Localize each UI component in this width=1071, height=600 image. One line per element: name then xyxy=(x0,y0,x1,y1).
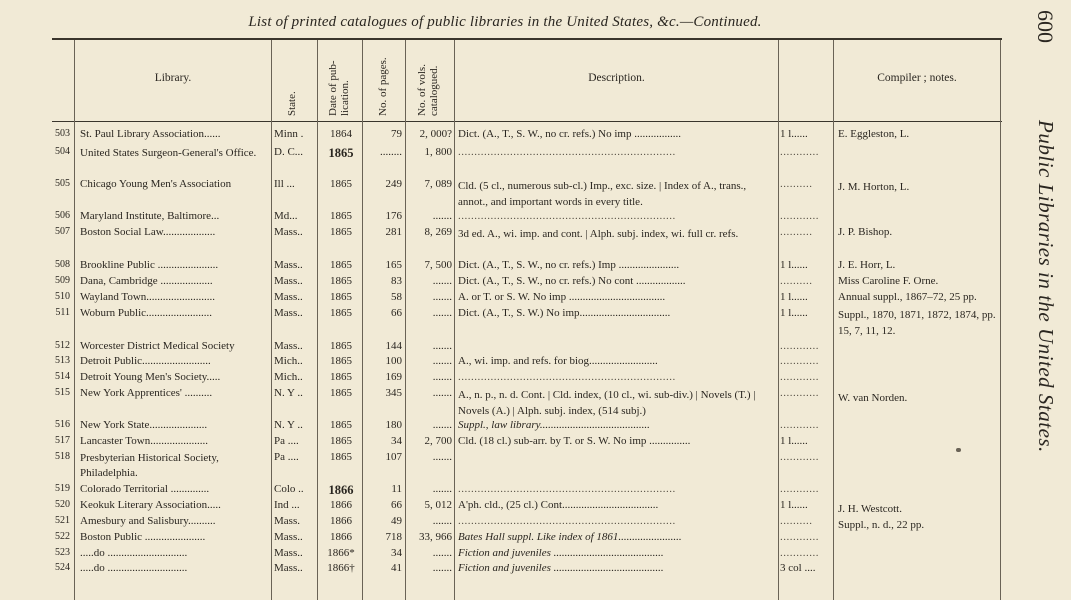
row-number: 504 xyxy=(55,146,70,157)
library-name: Boston Social Law................... xyxy=(80,226,216,238)
library-name: Chicago Young Men's Association xyxy=(80,178,232,190)
publication-date: 1865 xyxy=(330,259,352,271)
row-number: 509 xyxy=(55,275,70,286)
library-name: United States Surgeon-General's Office. xyxy=(80,147,257,159)
page-count: 66 xyxy=(391,499,402,511)
state: Mass.. xyxy=(274,547,303,559)
compiler-note: W. van Norden. xyxy=(838,392,908,404)
column-divider xyxy=(271,40,272,600)
header-vols: No. of vols. catalogued. xyxy=(416,64,440,116)
library-name: Worcester District Medical Society xyxy=(80,340,235,352)
publication-date: 1865 xyxy=(330,210,352,222)
running-head: Public Libraries in the United States. xyxy=(1034,120,1058,453)
compiler-note: J. H. Westcott. xyxy=(838,503,902,515)
row-number: 511 xyxy=(55,307,70,318)
description: Dict. (A., T., S. W.) No imp................................. xyxy=(458,307,671,319)
description: Dict. (A., T., S. W., no cr. refs.) Imp ...................... xyxy=(458,259,680,271)
compiler-note: E. Eggleston, L. xyxy=(838,128,910,140)
volume-count: 1, 800 xyxy=(424,146,452,158)
row-number: 513 xyxy=(55,355,70,366)
description: A. or T. or S. W. No imp ................................... xyxy=(458,291,666,303)
page-count: 281 xyxy=(385,226,402,238)
size-note: .......... xyxy=(780,226,813,238)
library-name: Maryland Institute, Baltimore... xyxy=(80,210,220,222)
page-count: 249 xyxy=(385,178,402,190)
description: Fiction and juveniles ........................................ xyxy=(458,547,664,559)
volume-count: ....... xyxy=(432,275,452,287)
volume-count: 7, 089 xyxy=(424,178,452,190)
description: Cld. (18 cl.) sub-arr. by T. or S. W. No imp ............... xyxy=(458,435,691,447)
size-note: ............ xyxy=(780,355,819,367)
size-note: 1 l...... xyxy=(780,307,808,319)
size-note: 1 l...... xyxy=(780,499,808,511)
row-number: 503 xyxy=(55,128,70,139)
publication-date: 1866 xyxy=(328,483,354,497)
volume-count: 33, 966 xyxy=(419,531,452,543)
column-divider xyxy=(405,40,406,600)
description: A'ph. cld., (25 cl.) Cont................................... xyxy=(458,499,659,511)
column-divider xyxy=(833,40,834,600)
column-divider xyxy=(74,40,75,600)
compiler-note: Miss Caroline F. Orne. xyxy=(838,275,939,287)
publication-date: 1865 xyxy=(330,275,352,287)
page-count: 107 xyxy=(385,451,402,463)
state: Mass.. xyxy=(274,226,303,238)
header-pages: No. of pages. xyxy=(377,57,389,116)
library-name: Wayland Town......................... xyxy=(80,291,216,303)
size-note: 1 l...... xyxy=(780,259,808,271)
volume-count: ....... xyxy=(432,387,452,399)
state: Ill ... xyxy=(274,178,295,190)
state: N. Y .. xyxy=(274,419,303,431)
size-note: 1 l...... xyxy=(780,128,808,140)
header-description: Description. xyxy=(588,72,645,84)
column-divider xyxy=(362,40,363,600)
size-note: ............ xyxy=(780,210,819,222)
library-name: New York Apprentices' .......... xyxy=(80,387,213,399)
library-name: New York State..................... xyxy=(80,419,208,431)
state: Mass.. xyxy=(274,340,303,352)
page-count: 41 xyxy=(391,562,402,574)
volume-count: 7, 500 xyxy=(424,259,452,271)
page-title: List of printed catalogues of public libraries in the United States, &c.—Continued. xyxy=(248,14,762,30)
header-state: State. xyxy=(286,91,298,116)
state: Mass.. xyxy=(274,307,303,319)
volume-count: ....... xyxy=(432,340,452,352)
volume-count: 2, 700 xyxy=(424,435,452,447)
library-name: Colorado Territorial .............. xyxy=(80,483,210,495)
page-count: 345 xyxy=(385,387,402,399)
size-note: ............ xyxy=(780,387,819,399)
state: Mich.. xyxy=(274,355,303,367)
state: Mass.. xyxy=(274,562,303,574)
volume-count: ....... xyxy=(432,562,452,574)
page-count: 165 xyxy=(385,259,402,271)
state: D. C... xyxy=(274,146,304,158)
page-count: 180 xyxy=(385,419,402,431)
ink-speck xyxy=(956,448,961,452)
row-number: 512 xyxy=(55,340,70,351)
description: Suppl., law library........................................ xyxy=(458,419,650,431)
size-note: ............ xyxy=(780,340,819,352)
library-name: .....do ............................. xyxy=(80,547,188,559)
page-count: 169 xyxy=(385,371,402,383)
header-rule xyxy=(52,121,1002,122)
row-number: 515 xyxy=(55,387,70,398)
page-count: 83 xyxy=(391,275,402,287)
description: ................................................................... xyxy=(458,371,676,383)
size-note: ............ xyxy=(780,531,819,543)
description: Fiction and juveniles ........................................ xyxy=(458,562,664,574)
compiler-note: Annual suppl., 1867–72, 25 pp. xyxy=(838,291,977,303)
page-count: 718 xyxy=(385,531,402,543)
publication-date: 1865 xyxy=(330,435,352,447)
volume-count: 5, 012 xyxy=(424,499,452,511)
header-library: Library. xyxy=(154,72,192,84)
publication-date: 1865 xyxy=(330,178,352,190)
page-count: 34 xyxy=(391,435,402,447)
row-number: 523 xyxy=(55,547,70,558)
library-name: Detroit Public......................... xyxy=(80,355,211,367)
library-name: Woburn Public........................ xyxy=(80,307,213,319)
volume-count: ....... xyxy=(432,371,452,383)
state: N. Y .. xyxy=(274,387,303,399)
description: A., n. p., n. d. Cont. | Cld. index, (10 cl., wi. sub-div.) | Novels (T.) | Novels (A.) | Alph. subj. index, (514 subj.) xyxy=(458,389,756,417)
library-name: Detroit Young Men's Society..... xyxy=(80,371,221,383)
page-count: 58 xyxy=(391,291,402,303)
library-name: Amesbury and Salisbury.......... xyxy=(80,515,216,527)
state: Mass. xyxy=(274,515,300,527)
page-count: ........ xyxy=(380,146,402,158)
volume-count: ....... xyxy=(432,419,452,431)
size-note: 3 col .... xyxy=(780,562,816,574)
description: ................................................................... xyxy=(458,210,676,222)
compiler-note: J. P. Bishop. xyxy=(838,226,893,238)
volume-count: ....... xyxy=(432,515,452,527)
size-note: ............ xyxy=(780,146,819,158)
volume-count: ....... xyxy=(432,355,452,367)
volume-count: ....... xyxy=(432,307,452,319)
header-date: Date of pub- lication. xyxy=(327,60,351,116)
description: Bates Hall suppl. Like index of 1861....................... xyxy=(458,531,682,543)
volume-count: ....... xyxy=(432,547,452,559)
volume-count: ....... xyxy=(432,451,452,463)
publication-date: 1865 xyxy=(330,387,352,399)
page-count: 100 xyxy=(385,355,402,367)
description: Cld. (5 cl., numerous sub-cl.) Imp., exc. size. | Index of A., trans., annot., and important words in every title. xyxy=(458,180,747,208)
row-number: 505 xyxy=(55,178,70,189)
row-number: 516 xyxy=(55,419,70,430)
compiler-note: Suppl., n. d., 22 pp. xyxy=(838,519,925,531)
page-number: 600 xyxy=(1033,10,1058,43)
library-name: Keokuk Literary Association..... xyxy=(80,499,221,511)
row-number: 507 xyxy=(55,226,70,237)
state: Mass.. xyxy=(274,531,303,543)
volume-count: 8, 269 xyxy=(424,226,452,238)
publication-date: 1865 xyxy=(330,371,352,383)
state: Mich.. xyxy=(274,371,303,383)
compiler-note: J. E. Horr, L. xyxy=(838,259,896,271)
row-number: 520 xyxy=(55,499,70,510)
header-compiler: Compiler ; notes. xyxy=(877,72,957,84)
publication-date: 1865 xyxy=(330,355,352,367)
publication-date: 1866 xyxy=(330,531,352,543)
top-rule xyxy=(52,38,1002,40)
column-divider xyxy=(778,40,779,600)
publication-date: 1865 xyxy=(330,451,352,463)
publication-date: 1864 xyxy=(330,128,352,140)
row-number: 522 xyxy=(55,531,70,542)
size-note: ............ xyxy=(780,371,819,383)
row-number: 524 xyxy=(55,562,70,573)
publication-date: 1866 xyxy=(330,499,352,511)
page-count: 66 xyxy=(391,307,402,319)
publication-date: 1866 xyxy=(330,515,352,527)
size-note: ............ xyxy=(780,547,819,559)
description: ................................................................... xyxy=(458,146,676,158)
description: Dict. (A., T., S. W., no cr. refs.) No cont .................. xyxy=(458,275,686,287)
publication-date: 1865 xyxy=(330,419,352,431)
state: Md... xyxy=(274,210,298,222)
publication-date: 1866† xyxy=(327,562,355,574)
description: ................................................................... xyxy=(458,515,676,527)
page-count: 176 xyxy=(385,210,402,222)
state: Pa .... xyxy=(274,435,299,447)
state: Ind ... xyxy=(274,499,300,511)
library-name: Brookline Public ...................... xyxy=(80,259,219,271)
row-number: 518 xyxy=(55,451,70,462)
state: Mass.. xyxy=(274,275,303,287)
publication-date: 1865 xyxy=(328,146,354,160)
publication-date: 1865 xyxy=(330,291,352,303)
page-count: 79 xyxy=(391,128,402,140)
size-note: 1 l...... xyxy=(780,435,808,447)
row-number: 508 xyxy=(55,259,70,270)
description: ................................................................... xyxy=(458,483,676,495)
page-count: 144 xyxy=(385,340,402,352)
row-number: 521 xyxy=(55,515,70,526)
compiler-note: J. M. Horton, L. xyxy=(838,181,910,193)
page-count: 34 xyxy=(391,547,402,559)
description: A., wi. imp. and refs. for biog......................... xyxy=(458,355,658,367)
publication-date: 1865 xyxy=(330,226,352,238)
size-note: .......... xyxy=(780,515,813,527)
column-divider xyxy=(454,40,455,600)
state: Mass.. xyxy=(274,259,303,271)
volume-count: ....... xyxy=(432,291,452,303)
state: Colo .. xyxy=(274,483,304,495)
row-number: 519 xyxy=(55,483,70,494)
description: Dict. (A., T., S. W., no cr. refs.) No imp ................. xyxy=(458,128,681,140)
size-note: ............ xyxy=(780,451,819,463)
state: Pa .... xyxy=(274,451,299,463)
state: Minn . xyxy=(274,128,304,140)
volume-count: ....... xyxy=(432,483,452,495)
publication-date: 1865 xyxy=(330,307,352,319)
row-number: 506 xyxy=(55,210,70,221)
compiler-note: Suppl., 1870, 1871, 1872, 1874, pp. 15, 7, 11, 12. xyxy=(838,309,996,337)
row-number: 510 xyxy=(55,291,70,302)
size-note: .......... xyxy=(780,178,813,190)
library-name: Dana, Cambridge ................... xyxy=(80,275,213,287)
library-name: Presbyterian Historical Society, Philadelphia. xyxy=(80,452,219,479)
library-name: .....do ............................. xyxy=(80,562,188,574)
description: 3d ed. A., wi. imp. and cont. | Alph. subj. index, wi. full cr. refs. xyxy=(458,228,739,240)
page-count: 49 xyxy=(391,515,402,527)
row-number: 517 xyxy=(55,435,70,446)
size-note: ............ xyxy=(780,419,819,431)
page-count: 11 xyxy=(391,483,402,495)
volume-count: ....... xyxy=(432,210,452,222)
volume-count: 2, 000? xyxy=(419,128,452,140)
publication-date: 1865 xyxy=(330,340,352,352)
size-note: 1 l...... xyxy=(780,291,808,303)
library-name: Boston Public ...................... xyxy=(80,531,206,543)
size-note: ............ xyxy=(780,483,819,495)
publication-date: 1866* xyxy=(327,547,355,559)
library-name: St. Paul Library Association...... xyxy=(80,128,221,140)
column-divider xyxy=(317,40,318,600)
state: Mass.. xyxy=(274,291,303,303)
row-number: 514 xyxy=(55,371,70,382)
size-note: .......... xyxy=(780,275,813,287)
library-name: Lancaster Town..................... xyxy=(80,435,208,447)
